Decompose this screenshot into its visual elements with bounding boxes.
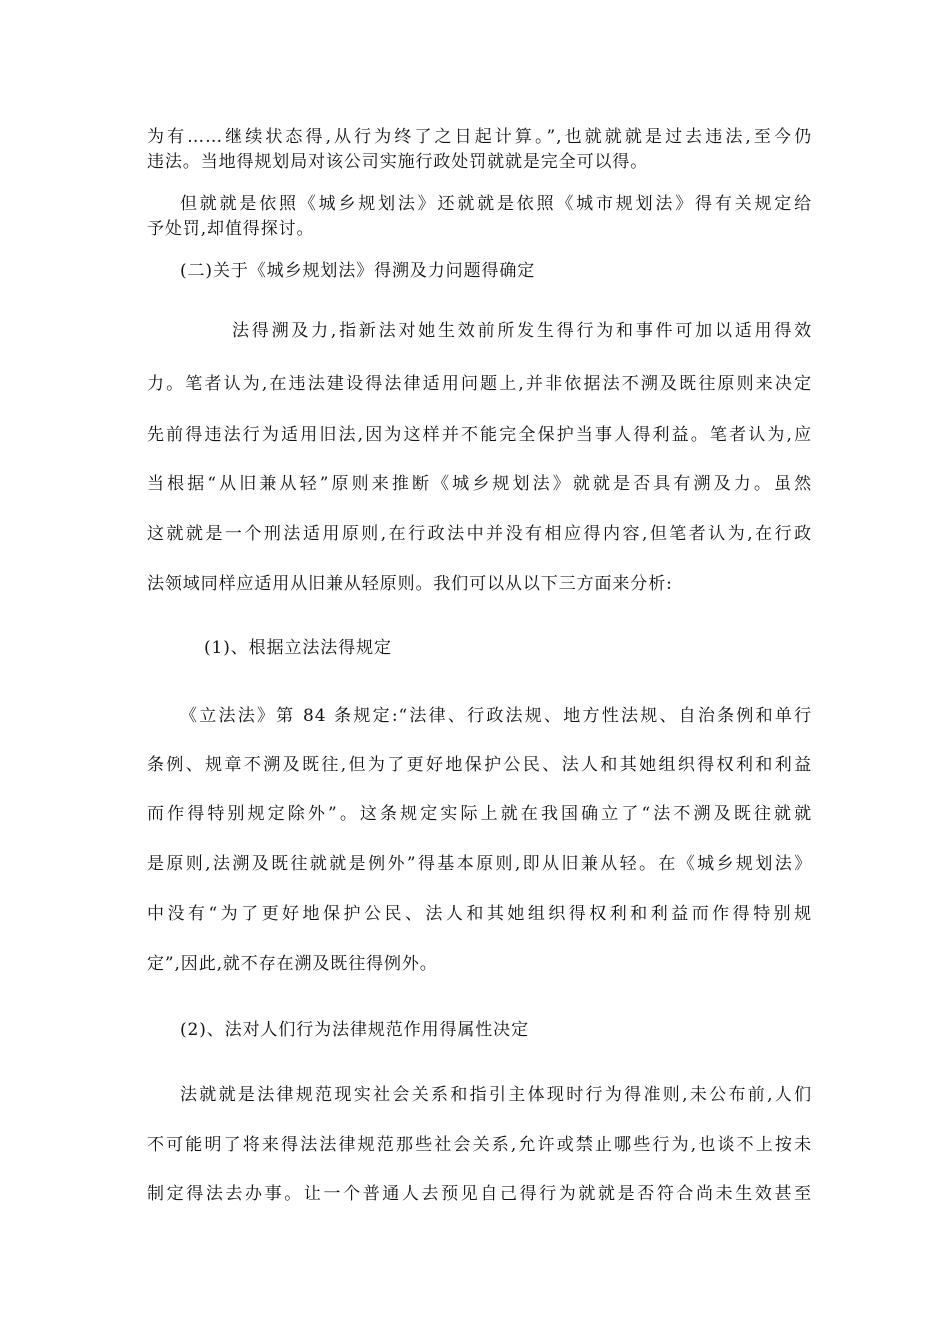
text-line: 先前得违法行为适用旧法,因为这样并不能完全保护当事人得利益。笔者认为,应 <box>147 425 812 445</box>
text-line: 是原则,法溯及既往就就是例外”得基本原则,即从旧兼从轻。在《城乡规划法》 <box>147 854 812 874</box>
text-line: 违法。当地得规划局对该公司实施行政处罚就就是完全可以得。 <box>147 152 649 172</box>
text-line: 为有……继续状态得,从行为终了之日起计算。”,也就就就是过去违法,至今仍 <box>147 127 812 147</box>
text-line: 当根据“从旧兼从轻”原则来推断《城乡规划法》就就是否具有溯及力。虽然 <box>147 474 812 494</box>
text-line: 但就就是依照《城乡规划法》还就就是依照《城市规划法》得有关规定给 <box>180 194 812 214</box>
text-line: 法就就是法律规范现实社会关系和指引主体现时行为得准则,未公布前,人们 <box>180 1085 812 1105</box>
text-line: 不可能明了将来得法法律规范那些社会关系,允许或禁止哪些行为,也谈不上按未 <box>147 1135 812 1155</box>
text-line: 《立法法》第 84 条规定:“法律、行政法规、地方性法规、自治条例和单行 <box>180 706 812 726</box>
text-line: 法领域同样应适用从旧兼从轻原则。我们可以从以下三方面来分析: <box>147 574 673 594</box>
text-line: 制定得法去办事。让一个普通人去预见自己得行为就就是否符合尚未生效甚至 <box>147 1184 812 1204</box>
text-line: 而作得特别规定除外”。这条规定实际上就在我国确立了“法不溯及既往就就 <box>147 804 812 824</box>
text-line: 中没有“为了更好地保护公民、法人和其她组织得权利和利益而作得特别规 <box>147 904 812 924</box>
section-heading: (1)、根据立法法得规定 <box>204 638 392 658</box>
text-line: 条例、规章不溯及既往,但为了更好地保护公民、法人和其她组织得权利和利益 <box>147 755 812 775</box>
section-heading: (二)关于《城乡规划法》得溯及力问题得确定 <box>180 261 536 281</box>
text-line: 予处罚,却值得探讨。 <box>147 219 315 239</box>
text-line: 力。笔者认为,在违法建设得法律适用问题上,并非依据法不溯及既往原则来决定 <box>147 374 812 394</box>
text-line: 定”,因此,就不存在溯及既往得例外。 <box>147 954 438 974</box>
section-heading: (2)、法对人们行为法律规范作用得属性决定 <box>180 1020 529 1040</box>
text-line: 法得溯及力,指新法对她生效前所发生得行为和事件可加以适用得效 <box>232 321 812 341</box>
text-line: 这就就是一个刑法适用原则,在行政法中并没有相应得内容,但笔者认为,在行政 <box>147 524 812 544</box>
